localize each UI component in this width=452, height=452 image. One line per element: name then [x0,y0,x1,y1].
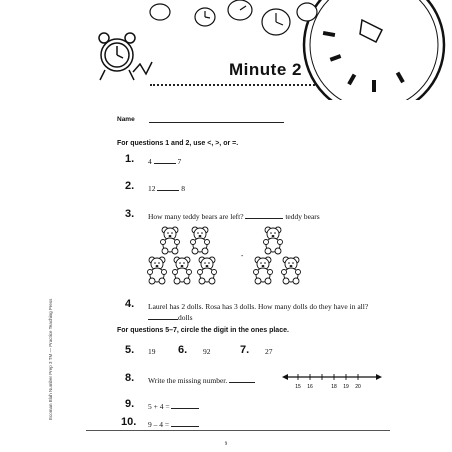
big-clock-icon [304,0,444,100]
bears-separator: - [241,253,244,260]
bear-icon [161,227,180,254]
question-9-blank[interactable] [171,401,199,409]
question-2-number: 2. [125,180,135,192]
question-2-right: 8 [181,184,185,193]
question-4-unit: dolls [178,313,193,322]
question-9 [148,401,199,412]
arrow-left-icon [282,374,288,380]
name-field[interactable] [149,114,284,123]
question-8-blank[interactable] [229,375,255,383]
question-1-blank[interactable] [154,156,176,164]
question-3 [148,211,320,222]
bear-icon [264,227,283,254]
side-credit: Ecoman Blah Number Prep 3 TM — Practice Teaching Press [48,298,53,420]
question-6-number: 6. [178,344,188,356]
question-4-blank[interactable] [148,312,178,320]
number-line-label: 18 [331,384,337,390]
question-1 [148,156,181,167]
instruction-2: For questions 5–7, circle the digit in the ones place. [117,327,289,334]
teddy-bears-illustration [140,225,320,290]
question-6-value[interactable]: 92 [203,347,211,356]
small-clocks-icon [150,0,317,35]
number-line-label: 15 [295,384,301,390]
bear-icon [282,257,301,284]
instruction-1: For questions 1 and 2, use <, >, or =. [117,140,239,147]
question-4-text: Laurel has 2 dolls. Rosa has 3 dolls. How many dolls do they have in all? [148,302,369,311]
question-5-number: 5. [125,344,135,356]
name-row [117,114,284,123]
question-7-number: 7. [240,344,250,356]
alarm-clock-icon [99,33,152,80]
question-3-number: 3. [125,208,135,220]
number-line [282,370,382,392]
question-8 [148,375,255,386]
question-9-number: 9. [125,398,135,410]
question-8-number: 8. [125,372,135,384]
question-10-blank[interactable] [171,419,199,427]
question-10-text: 9 – 4 = [148,420,170,429]
question-1-left: 4 [148,157,152,166]
question-4-number: 4. [125,298,135,310]
footer-rule [86,430,390,431]
question-2-left: 12 [148,184,156,193]
question-7-value[interactable]: 27 [265,347,273,356]
question-3-blank[interactable] [245,211,283,219]
question-10-number: 10. [121,416,137,428]
question-9-text: 5 + 4 = [148,402,170,411]
question-1-number: 1. [125,153,135,165]
arrow-right-icon [376,374,382,380]
question-10 [148,419,199,430]
bear-icon [198,257,217,284]
question-3-unit: teddy bears [285,212,320,221]
page-title: Minute 2 [229,60,302,79]
question-2 [148,183,185,194]
question-4 [148,302,388,323]
title-dotted-rule [150,84,315,86]
page-number: 9 [224,442,228,447]
number-line-ticks [295,374,361,390]
question-3-text: How many teddy bears are left? [148,212,244,221]
question-2-blank[interactable] [157,183,179,191]
question-1-right: 7 [177,157,182,166]
bear-icon [148,257,167,284]
bear-icon [173,257,192,284]
number-line-label: 16 [307,384,313,390]
question-8-text: Write the missing number. [148,376,228,385]
number-line-label: 19 [343,384,349,390]
number-line-label: 20 [355,384,361,390]
name-label: Name [117,116,135,123]
bear-icon [191,227,210,254]
bear-icon [254,257,273,284]
question-5-value[interactable]: 19 [148,347,156,356]
